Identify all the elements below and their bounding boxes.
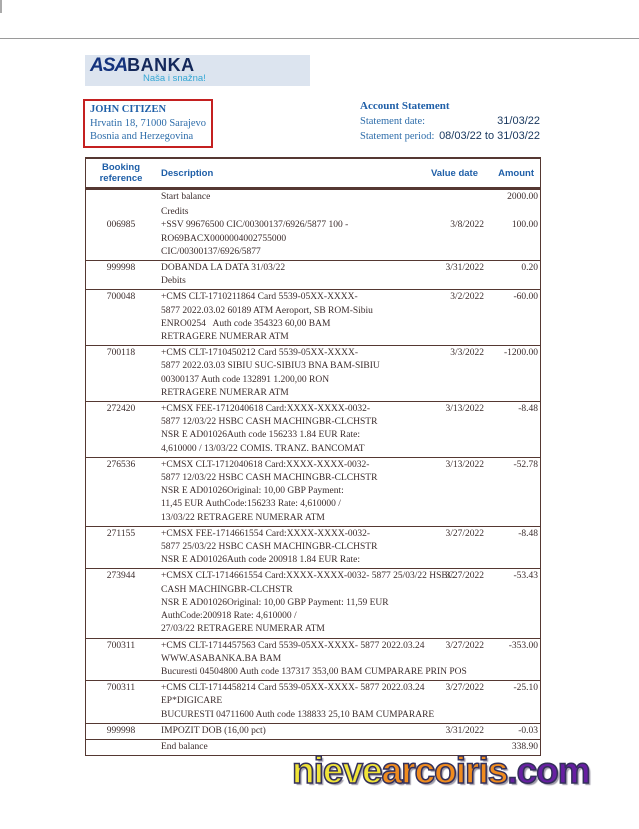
description-line: 4,610000 / 13/03/22 COMIS. TRANZ. BANCOMAT (161, 443, 365, 454)
scan-artifact-corner (0, 0, 2, 13)
amount-cell: -353.00 (508, 640, 538, 651)
description-line: AuthCode:200918 Rate: 4,610000 / (161, 611, 297, 622)
description-line: 13/03/22 RETRAGERE NUMERAR ATM (161, 512, 325, 523)
value-date-cell: 3/2/2022 (450, 292, 484, 303)
statement-info (360, 100, 540, 144)
description-line: NSR E AD01026Original: 10,00 GBP Payment: (161, 486, 344, 497)
amount-cell: -8.48 (518, 528, 538, 539)
bank-logo-tagline: Naša i snažna! (143, 73, 206, 84)
watermark-part1: nieve (292, 750, 382, 791)
amount-cell: -8.48 (518, 404, 538, 415)
value-date-cell: 3/27/2022 (445, 683, 484, 694)
transactions-table (85, 157, 541, 756)
amount-cell: -53.43 (513, 571, 538, 582)
table-row (86, 568, 540, 637)
value-date-cell: 3/27/2022 (445, 528, 484, 539)
description-line: BUCURESTI 04711600 Auth code 138833 25,10 BAM CUMPARARE (161, 709, 435, 720)
header-description: Description (161, 167, 214, 179)
description-line: 11,45 EUR AuthCode:156233 Rate: 4,610000 / (161, 499, 341, 510)
table-row (86, 289, 540, 345)
description-cell (156, 347, 426, 400)
customer-address-line2: Bosnia and Herzegovina (90, 131, 194, 143)
description-line: +CMSX FEE-1712040618 Card:XXXX-XXXX-0032- (161, 404, 371, 415)
booking-reference-cell: 006985 (106, 220, 136, 231)
end-balance-label: End balance (161, 741, 208, 752)
amount-cell: -52.78 (513, 459, 538, 470)
booking-reference-cell: 276536 (106, 459, 136, 470)
section-label: Debits (161, 276, 186, 287)
statement-date-row (360, 114, 540, 129)
bank-logo-asa: ASA (90, 55, 128, 76)
table-header-row (86, 159, 540, 189)
table-row (86, 345, 540, 401)
description-line: 27/03/22 RETRAGERE NUMERAR ATM (161, 624, 325, 635)
description-line: 5877 2022.03.03 SIBIU SUC-SIBIU3 BNA BAM-SIBIU (161, 361, 380, 372)
description-line: RETRAGERE NUMERAR ATM (161, 387, 289, 398)
watermark-part2: arcoiris (381, 750, 508, 791)
description-cell (156, 219, 426, 259)
description-cell (156, 570, 455, 636)
customer-address-box (83, 99, 213, 148)
site-watermark (292, 750, 590, 792)
end-balance-amount: 338.90 (511, 741, 538, 752)
transaction-rows (86, 205, 540, 739)
table-row (86, 723, 540, 739)
value-date-cell: 3/31/2022 (445, 725, 484, 736)
value-date-cell: 3/31/2022 (445, 263, 484, 274)
description-line: NSR E AD01026Auth code 200918 1.84 EUR Rate: (161, 555, 360, 566)
description-cell (156, 403, 426, 456)
amount-cell: 100.00 (511, 220, 538, 231)
table-row (86, 401, 540, 457)
description-line: NSR E AD01026Auth code 156233 1.84 EUR Rate: (161, 430, 360, 441)
description-line: ENRO0254 Auth code 354323 60,00 BAM (161, 318, 331, 329)
description-line: 5877 2022.03.02 60189 ATM Aeroport, SB ROM-Sibiu (161, 305, 373, 316)
description-line: 5877 12/03/22 HSBC CASH MACHINGBR-CLCHSTR (161, 473, 378, 484)
description-line: 5877 25/03/22 HSBC CASH MACHINGBR-CLCHSTR (161, 542, 378, 553)
description-line: CASH MACHINGBR-CLCHSTR (161, 584, 293, 595)
scan-artifact-line (0, 38, 639, 39)
statement-period-row (360, 129, 540, 144)
description-line: +CMS CLT-1714458214 Card 5539-05XX-XXXX- 5877 2022.03.24 (161, 683, 425, 694)
statement-period-label: Statement period: (360, 131, 435, 142)
value-date-cell: 3/3/2022 (450, 348, 484, 359)
amount-cell: -1200.00 (503, 348, 538, 359)
table-row (86, 638, 540, 681)
booking-reference-cell: 999998 (106, 263, 136, 274)
table-row (86, 205, 540, 260)
start-balance-label: Start balance (161, 192, 211, 202)
description-cell (156, 725, 426, 738)
bank-logo-banka: BANKA (127, 55, 195, 75)
booking-reference-cell: 700048 (106, 292, 136, 303)
header-booking-reference: Booking reference (99, 162, 143, 184)
description-line: +CMSX FEE-1714661554 Card:XXXX-XXXX-0032- (161, 528, 371, 539)
description-line: +CMS CLT-1714457563 Card 5539-05XX-XXXX- 5877 2022.03.24 (161, 640, 425, 651)
description-line: EP*DIGICARE (161, 696, 223, 707)
description-line: Bucuresti 04504800 Auth code 137317 353,00 BAM CUMPARARE PRIN POS (161, 666, 467, 677)
booking-reference-cell: 700311 (106, 683, 136, 694)
description-line: RETRAGERE NUMERAR ATM (161, 332, 289, 343)
amount-cell: -0.03 (518, 725, 538, 736)
statement-title: Account Statement (360, 100, 450, 112)
table-row (86, 457, 540, 526)
table-row (86, 526, 540, 569)
value-date-cell: 3/27/2022 (445, 571, 484, 582)
description-line: 5877 12/03/22 HSBC CASH MACHINGBR-CLCHSTR (161, 417, 378, 428)
booking-reference-cell: 272420 (106, 404, 136, 415)
description-line: +CMSX CLT-1712040618 Card:XXXX-XXXX-0032- (161, 459, 370, 470)
description-line: +CMS CLT-1710211864 Card 5539-05XX-XXXX- (161, 292, 358, 303)
value-date-cell: 3/8/2022 (450, 220, 484, 231)
statement-date-value: 31/03/22 (497, 115, 540, 127)
description-line: 00300137 Auth code 132891 1.200,00 RON (161, 374, 330, 385)
amount-cell: -60.00 (513, 292, 538, 303)
customer-address-line1: Hrvatin 18, 71000 Sarajevo (90, 117, 207, 129)
description-cell (156, 459, 426, 525)
start-balance-row (86, 189, 540, 205)
description-line: NSR E AD01026Original: 10,00 GBP Payment: 11,59 EUR (161, 597, 389, 608)
header-amount: Amount (498, 167, 534, 179)
description-cell (156, 682, 435, 722)
description-line: +SSV 99676500 CIC/00300137/6926/5877 100 - (161, 220, 349, 231)
description-line: RO69BACX0000004002755000 (161, 233, 287, 244)
booking-reference-cell: 271155 (106, 528, 136, 539)
booking-reference-cell: 999998 (106, 725, 136, 736)
section-label: Credits (161, 207, 189, 218)
amount-cell: 0.20 (521, 263, 538, 274)
description-line: +CMS CLT-1710450212 Card 5539-05XX-XXXX- (161, 348, 359, 359)
customer-name: JOHN CITIZEN (90, 104, 167, 115)
booking-reference-cell: 700311 (106, 640, 136, 651)
header-value-date: Value date (431, 167, 478, 179)
value-date-cell: 3/13/2022 (445, 404, 484, 415)
start-balance-amount: 2000.00 (507, 192, 538, 202)
bank-logo (85, 55, 310, 86)
value-date-cell: 3/13/2022 (445, 459, 484, 470)
statement-period-value: 08/03/22 to 31/03/22 (439, 130, 540, 142)
amount-cell: -25.10 (513, 683, 538, 694)
description-line: +CMSX CLT-1714661554 Card:XXXX-XXXX-0032- 5877 25/03/22 HSBC (161, 571, 455, 582)
description-cell (156, 291, 426, 344)
description-line: CIC/00300137/6926/5877 (161, 246, 261, 257)
description-line: DOBANDA LA DATA 31/03/22 (161, 263, 286, 274)
statement-date-label: Statement date: (360, 116, 426, 127)
table-row (86, 680, 540, 723)
description-line: WWW.ASABANKA.BA BAM (161, 653, 282, 664)
description-cell (156, 262, 426, 275)
description-cell (156, 528, 426, 568)
booking-reference-cell: 273944 (106, 571, 136, 582)
booking-reference-cell: 700118 (106, 348, 136, 359)
description-line: IMPOZIT DOB (16,00 pct) (161, 725, 266, 736)
value-date-cell: 3/27/2022 (445, 640, 484, 651)
table-row (86, 260, 540, 289)
watermark-part3: .com (507, 750, 590, 791)
